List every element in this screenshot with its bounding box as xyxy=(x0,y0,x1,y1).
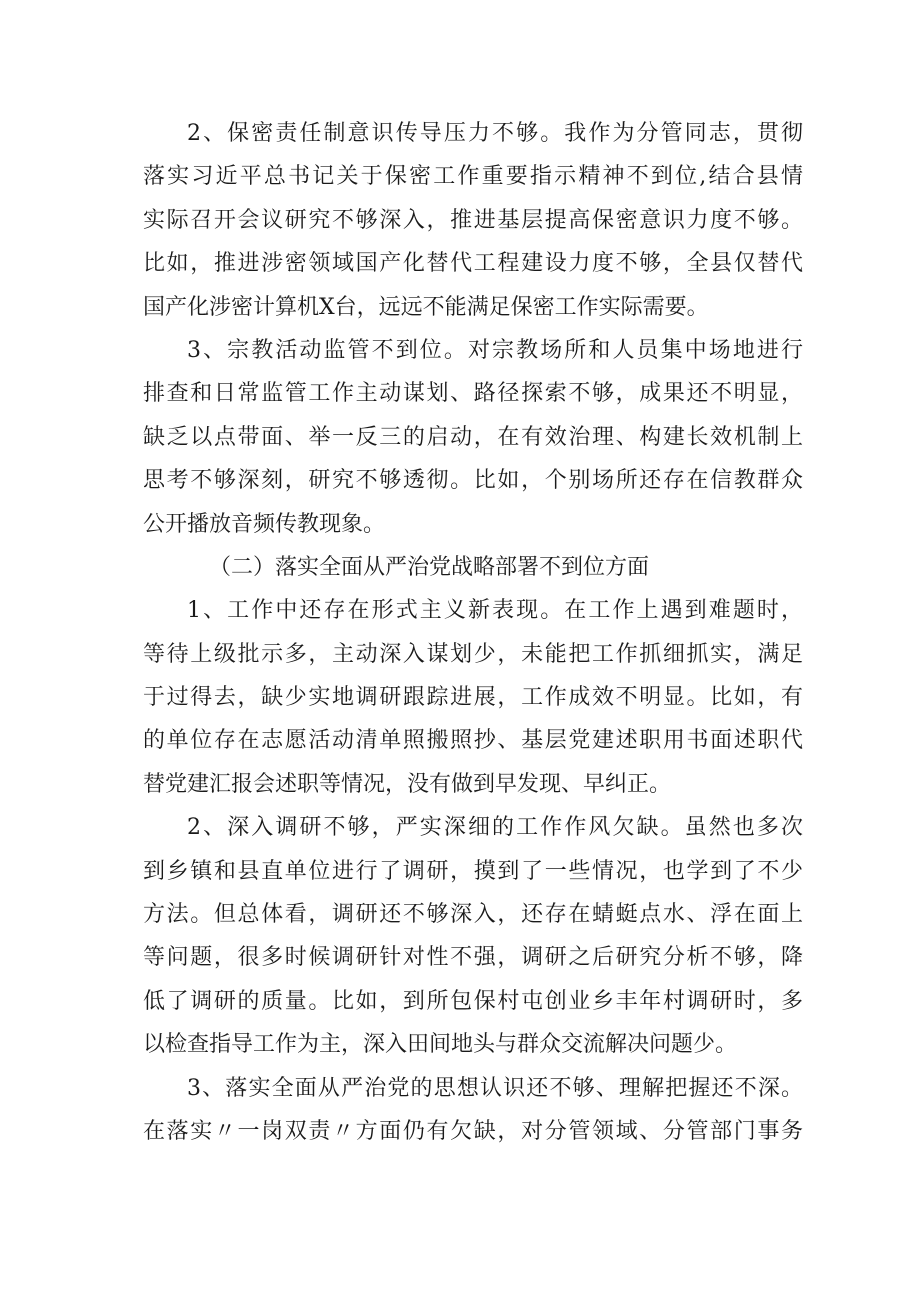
text-line: 方法。但总体看，调研还不够深入，还存在蜻蜓点水、浮在面上 xyxy=(143,902,803,928)
text-line: 2、保密责任制意识传导压力不够。我作为分管同志，贯彻 xyxy=(187,121,803,146)
text-line: 等问题，很多时候调研针对性不强，调研之后研究分析不够，降 xyxy=(143,945,803,971)
text-line: 2、深入调研不够，严实深细的工作作风欠缺。虽然也多次 xyxy=(187,815,803,841)
text-line: 替党建汇报会述职等情况，没有做到早发现、早纠正。 xyxy=(143,771,672,797)
text-line: 落实习近平总书记关于保密工作重要指示精神不到位,结合县情 xyxy=(143,164,803,190)
text-line: 公开播放音频传教现象。 xyxy=(143,511,386,537)
text-line: 思考不够深刻，研究不够透彻。比如，个别场所还存在信教群众 xyxy=(143,468,803,494)
text-line: 排查和日常监管工作主动谋划、路径探索不够，成果还不明显， xyxy=(143,381,803,407)
text-line: 以检查指导工作为主，深入田间地头与群众交流解决问题少。 xyxy=(143,1032,738,1058)
text-line: 3、落实全面从严治党的思想认识还不够、理解把握还不深。 xyxy=(187,1075,803,1101)
document-body xyxy=(143,112,803,1153)
text-line: 国产化涉密计算机X台，远远不能满足保密工作实际需要。 xyxy=(143,294,709,320)
text-line: 实际召开会议研究不够深入，推进基层提高保密意识力度不够。 xyxy=(143,207,803,233)
text-line: 的单位存在志愿活动清单照搬照抄、基层党建述职用书面述职代 xyxy=(143,728,803,754)
text-line: 于过得去，缺少实地调研跟踪进展，工作成效不明显。比如，有 xyxy=(143,685,803,711)
section-heading: （二）落实全面从严治党战略部署不到位方面 xyxy=(209,554,650,580)
text-line: 3、宗教活动监管不到位。对宗教场所和人员集中场地进行 xyxy=(187,337,803,363)
text-line: 低了调研的质量。比如，到所包保村屯创业乡丰年村调研时，多 xyxy=(143,988,803,1014)
text-line: 等待上级批示多，主动深入谋划少，未能把工作抓细抓实，满足 xyxy=(143,641,803,667)
text-line: 在落实〃一岗双责〃方面仍有欠缺，对分管领域、分管部门事务 xyxy=(143,1118,803,1144)
text-line: 到乡镇和县直单位进行了调研，摸到了一些情况，也学到了不少 xyxy=(143,858,803,884)
text-line: 1、工作中还存在形式主义新表现。在工作上遇到难题时， xyxy=(187,598,803,624)
text-line: 缺乏以点带面、举一反三的启动，在有效治理、构建长效机制上 xyxy=(143,424,803,450)
text-line: 比如，推进涉密领域国产化替代工程建设力度不够，全县仅替代 xyxy=(143,251,803,277)
